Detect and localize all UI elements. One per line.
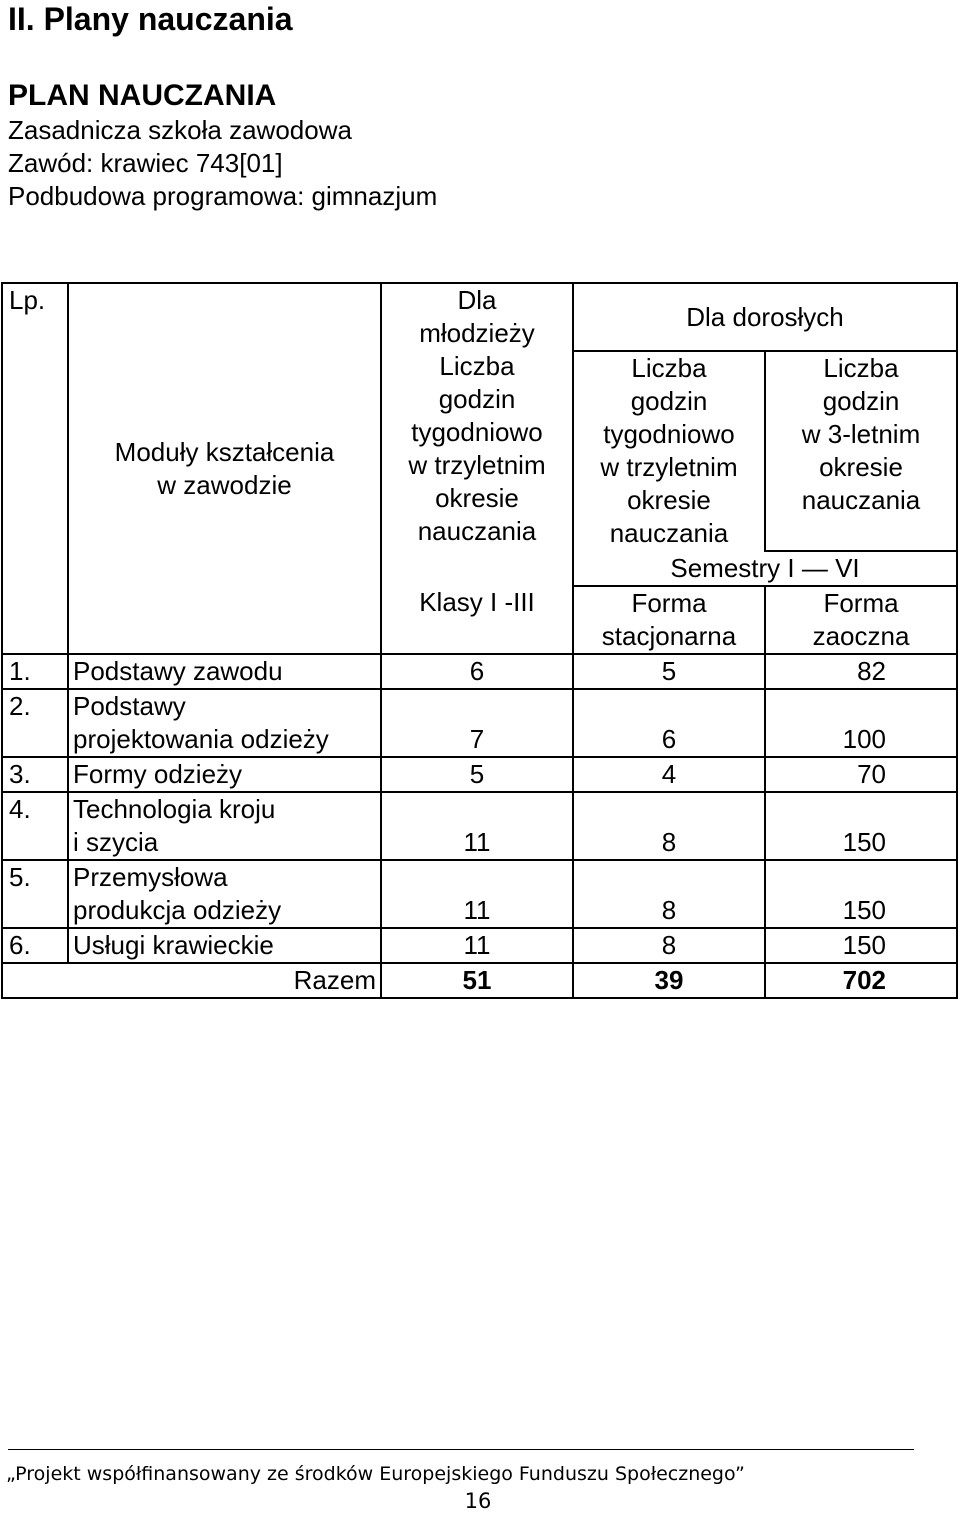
row-stationary-hours: 5	[573, 654, 765, 689]
row-youth-hours: 11	[381, 860, 573, 928]
table-row	[2, 757, 957, 792]
row-lp: 1.	[2, 654, 68, 689]
profession: Zawód: krawiec 743[01]	[8, 148, 283, 178]
curriculum-table	[1, 282, 958, 999]
page-heading: II. Plany nauczania	[8, 1, 293, 37]
row-stationary-hours: 8	[573, 928, 765, 963]
row-lp: 5.	[2, 860, 68, 928]
header-adults-weekly: Liczba godzin tygodniowo w trzyletnim okresie nauczania	[573, 351, 765, 551]
page-number: 16	[464, 1489, 492, 1513]
table-row	[2, 689, 957, 757]
header-stationary: Forma stacjonarna	[573, 586, 765, 654]
row-extramural-hours: 150	[765, 860, 957, 928]
row-youth-hours: 11	[381, 792, 573, 860]
row-extramural-hours: 150	[765, 928, 957, 963]
row-lp: 6.	[2, 928, 68, 963]
plan-info	[8, 78, 437, 213]
footer-divider	[8, 1449, 914, 1450]
row-extramural-hours: 100	[765, 689, 957, 757]
footer-text: „Projekt współfinansowany ze środków Europejskiego Funduszu Społecznego”	[6, 1463, 745, 1485]
row-youth-hours: 6	[381, 654, 573, 689]
total-stationary-hours: 39	[573, 963, 765, 998]
row-module: Podstawy projektowania odzieży	[68, 689, 381, 757]
row-module: Formy odzieży	[68, 757, 381, 792]
table-row	[2, 928, 957, 963]
header-lp: Lp.	[2, 283, 68, 654]
row-module: Przemysłowa produkcja odzieży	[68, 860, 381, 928]
total-youth-hours: 51	[381, 963, 573, 998]
row-module: Technologia kroju i szycia	[68, 792, 381, 860]
total-label: Razem	[2, 963, 381, 998]
header-extramural: Forma zaoczna	[765, 586, 957, 654]
row-youth-hours: 11	[381, 928, 573, 963]
row-module: Usługi krawieckie	[68, 928, 381, 963]
program-basis: Podbudowa programowa: gimnazjum	[8, 181, 438, 211]
table-row	[2, 860, 957, 928]
row-stationary-hours: 6	[573, 689, 765, 757]
row-youth-hours: 7	[381, 689, 573, 757]
header-adults: Dla dorosłych	[573, 283, 957, 351]
header-adults-total: Liczba godzin w 3-letnim okresie nauczania	[765, 351, 957, 551]
row-lp: 3.	[2, 757, 68, 792]
row-lp: 4.	[2, 792, 68, 860]
row-module: Podstawy zawodu	[68, 654, 381, 689]
header-semesters: Semestry I — VI	[573, 551, 957, 586]
row-extramural-hours: 70	[765, 757, 957, 792]
plan-title: PLAN NAUCZANIA	[8, 79, 277, 112]
school-type: Zasadnicza szkoła zawodowa	[8, 115, 352, 145]
table-row	[2, 654, 957, 689]
total-row	[2, 963, 957, 998]
header-youth: Dla młodzieży Liczba godzin tygodniowo w trzyletnim okresie nauczania	[381, 283, 573, 586]
row-stationary-hours: 8	[573, 860, 765, 928]
row-extramural-hours: 82	[765, 654, 957, 689]
table-row	[2, 792, 957, 860]
row-stationary-hours: 8	[573, 792, 765, 860]
total-extramural-hours: 702	[765, 963, 957, 998]
row-extramural-hours: 150	[765, 792, 957, 860]
header-youth-classes: Klasy I -III	[381, 586, 573, 654]
header-modules: Moduły kształcenia w zawodzie	[68, 283, 381, 654]
row-lp: 2.	[2, 689, 68, 757]
row-stationary-hours: 4	[573, 757, 765, 792]
row-youth-hours: 5	[381, 757, 573, 792]
